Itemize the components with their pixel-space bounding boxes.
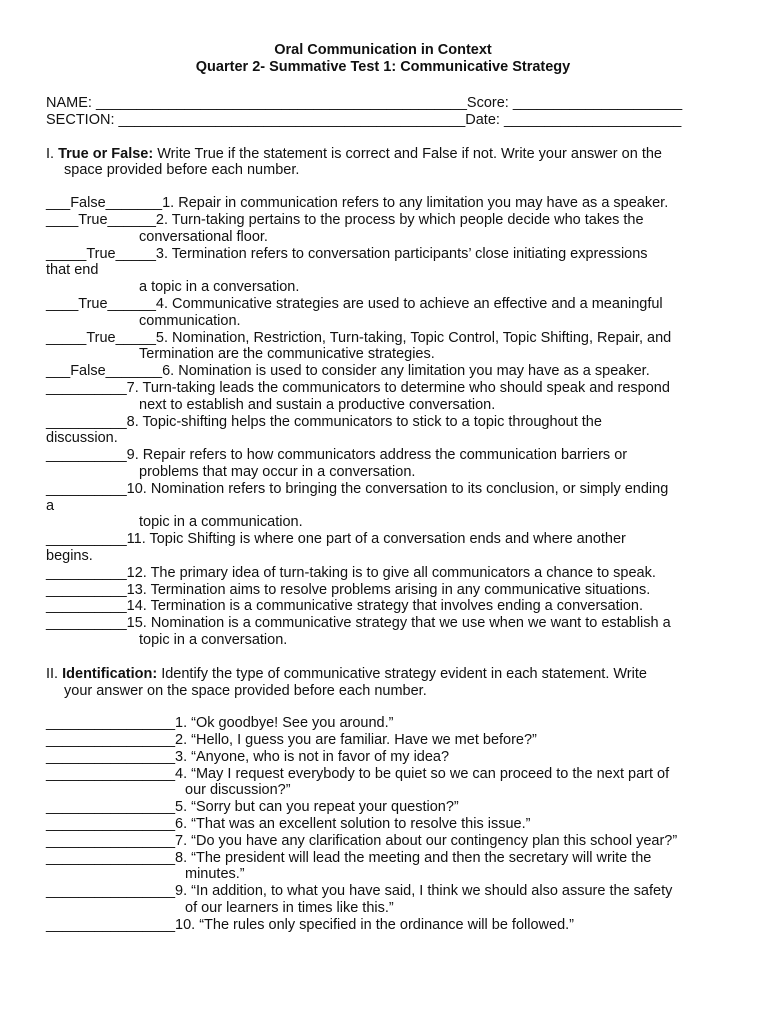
question-text-line1: ________________7. “Do you have any clarification about our contingency plan this school year?”	[46, 832, 678, 849]
part2-heading-text: Identification:	[62, 665, 158, 682]
part1-heading-text: True or False:	[58, 145, 154, 162]
part1-label: I.	[46, 145, 55, 162]
question-item[interactable]	[46, 715, 720, 732]
question-text-line3: a topic in a conversation.	[139, 279, 300, 296]
question-text-line1: ____True______4. Communicative strategies are used to achieve an effective and a meaningful	[46, 295, 663, 312]
question-item[interactable]	[46, 212, 720, 246]
part2-items	[46, 715, 720, 933]
question-text-line2: problems that may occur in a conversation.	[139, 463, 416, 480]
question-text-line1: __________9. Repair refers to how communicators address the communication barriers or	[46, 447, 628, 464]
question-text-line2: topic in a conversation.	[139, 631, 288, 648]
question-item[interactable]	[46, 749, 720, 766]
question-text-line1: ________________9. “In addition, to what you have said, I think we should also assure the safety	[46, 883, 673, 900]
question-item[interactable]	[46, 565, 720, 582]
question-text-line1: __________11. Topic Shifting is where one part of a conversation ends and where another	[46, 531, 626, 548]
question-text-line1: __________13. Termination aims to resolve problems arising in any communicative situations.	[46, 581, 651, 598]
question-item[interactable]	[46, 917, 720, 934]
part2-instruction-2: your answer on the space provided before each number.	[64, 682, 427, 699]
question-item[interactable]	[46, 598, 720, 615]
question-text-line1: ________________2. “Hello, I guess you are familiar. Have we met before?”	[46, 732, 537, 749]
question-item[interactable]	[46, 766, 720, 800]
question-text-line2: minutes.”	[185, 866, 245, 883]
student-info	[46, 95, 720, 129]
question-text-line1: _____True_____3. Termination refers to conversation participants’ close initiating expressions	[46, 245, 648, 262]
question-item[interactable]	[46, 481, 720, 531]
question-text-line1: ________________3. “Anyone, who is not in favor of my idea?	[46, 748, 450, 765]
question-text-line1: __________7. Turn-taking leads the communicators to determine who should speak and respond	[46, 379, 670, 396]
question-text-line1: ________________6. “That was an excellent solution to resolve this issue.”	[46, 816, 531, 833]
section-date-line[interactable]: SECTION: ___________________________________________Date: ______________________	[46, 111, 682, 128]
question-text-line1: __________15. Nomination is a communicative strategy that we use when we want to establish a	[46, 615, 671, 632]
question-item[interactable]	[46, 447, 720, 481]
question-item[interactable]	[46, 246, 720, 296]
question-item[interactable]	[46, 296, 720, 330]
question-text-line2: our discussion?”	[185, 782, 291, 799]
question-text-line1: __________14. Termination is a communicative strategy that involves ending a conversation.	[46, 598, 644, 615]
question-text-line2: of our learners in times like this.”	[185, 900, 394, 917]
question-text-line2: that end	[46, 262, 99, 279]
question-item[interactable]	[46, 816, 720, 833]
question-text-line2: discussion.	[46, 430, 118, 447]
question-text-line1: ________________5. “Sorry but can you repeat your question?”	[46, 799, 459, 816]
question-item[interactable]	[46, 414, 720, 448]
question-text-line1: _____True_____5. Nomination, Restriction, Turn-taking, Topic Control, Topic Shifting, Repair, and	[46, 329, 672, 346]
part1-instruction-1: Write True if the statement is correct and False if not. Write your answer on the	[153, 145, 662, 162]
question-text-line1: ________________1. “Ok goodbye! See you around.”	[46, 715, 394, 732]
question-text-line2: communication.	[139, 312, 241, 329]
question-item[interactable]	[46, 615, 720, 649]
question-text-line3: topic in a communication.	[139, 514, 303, 531]
test-page	[46, 42, 720, 934]
question-item[interactable]	[46, 363, 720, 380]
question-item[interactable]	[46, 195, 720, 212]
question-item[interactable]	[46, 799, 720, 816]
question-text-line2: Termination are the communicative strategies.	[139, 346, 435, 363]
question-item[interactable]	[46, 582, 720, 599]
question-item[interactable]	[46, 732, 720, 749]
question-text-line1: ________________8. “The president will lead the meeting and then the secretary will write the	[46, 849, 652, 866]
part1-items	[46, 195, 720, 649]
question-text-line1: ________________4. “May I request everybody to be quiet so we can proceed to the next part of	[46, 765, 670, 782]
document-title: Oral Communication in Context	[274, 42, 492, 58]
question-text-line1: ________________10. “The rules only specified in the ordinance will be followed.”	[46, 916, 574, 933]
name-score-line[interactable]: NAME: ______________________________________________Score: _____________________	[46, 95, 683, 111]
question-text-line1: ___False_______6. Nomination is used to consider any limitation you may have as a speaker.	[46, 363, 650, 380]
part2-heading	[46, 666, 720, 700]
question-item[interactable]	[46, 850, 720, 884]
question-text-line2: a	[46, 497, 55, 514]
question-item[interactable]	[46, 883, 720, 917]
part1-instruction-2: space provided before each number.	[64, 162, 300, 179]
question-item[interactable]	[46, 833, 720, 850]
question-text-line1: ___False_______1. Repair in communication refers to any limitation you may have as a speaker.	[46, 195, 669, 212]
document-header	[46, 42, 720, 76]
question-item[interactable]	[46, 531, 720, 565]
question-text-line2: begins.	[46, 547, 93, 564]
question-item[interactable]	[46, 380, 720, 414]
question-text-line1: __________10. Nomination refers to bringing the conversation to its conclusion, or simply ending	[46, 480, 669, 497]
question-text-line1: __________8. Topic-shifting helps the communicators to stick to a topic throughout the	[46, 413, 602, 430]
part2-instruction-1: Identify the type of communicative strategy evident in each statement. Write	[157, 665, 647, 682]
question-text-line2: conversational floor.	[139, 228, 268, 245]
part2-label: II.	[46, 665, 59, 682]
question-item[interactable]	[46, 330, 720, 364]
question-text-line1: __________12. The primary idea of turn-taking is to give all communicators a chance to speak.	[46, 564, 656, 581]
document-subtitle: Quarter 2- Summative Test 1: Communicative Strategy	[195, 59, 571, 75]
part1-heading	[46, 146, 720, 180]
question-text-line1: ____True______2. Turn-taking pertains to the process by which people decide who takes the	[46, 211, 644, 228]
question-text-line2: next to establish and sustain a productive conversation.	[139, 396, 496, 413]
